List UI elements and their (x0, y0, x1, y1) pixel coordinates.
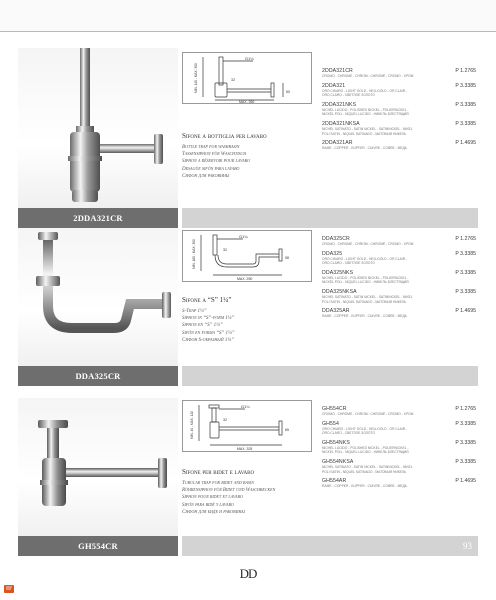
product-photo-s-trap (18, 228, 178, 366)
dimension-label: MAX. 250 (237, 277, 253, 281)
product-code-list (322, 68, 476, 155)
product-code: GH554 (322, 420, 339, 427)
technical-drawing (182, 230, 312, 282)
dimension-label: 32 (223, 248, 227, 252)
product-code-entry (322, 236, 476, 247)
finish-text: POLI SATIN - NÍQUEL SATINADO - МАТОВЫЙ НИКЕЛЬ (322, 131, 407, 136)
spec-bar (182, 208, 478, 228)
product-code: DDA325AR (322, 308, 350, 315)
product-code-entry (322, 421, 476, 436)
description-line: Röhrensiphon für Bidet und Waschbecken (182, 488, 276, 494)
product-description (182, 468, 318, 516)
product-code: DDA325CR (322, 236, 350, 242)
product-code-entry (322, 289, 476, 304)
finish-text: NICKEL POLI - NÍQUEL LUCIDO - НИКЕЛЬ БЛЕСТЯЩИЙ (322, 450, 409, 455)
product-code-entry (322, 406, 476, 417)
finish-text: RAME - COPPER - KUPFER - CUIVRE - COBRE - МЕДЬ (322, 146, 407, 151)
description-title: Sifone a bottiglia per lavabo (182, 132, 267, 140)
product-code-entry (322, 68, 476, 79)
product-code-entry (322, 251, 476, 266)
price-code: P 3.3385 (455, 288, 476, 295)
finish-text: NICKEL POLI - NÍQUEL LUCIDO - НИКЕЛЬ БЛЕСТЯЩИЙ (322, 280, 409, 285)
product-code: GH554AR (322, 478, 347, 485)
product-code-entry (322, 121, 476, 136)
description-line: Сифон S-образный 1¼” (182, 337, 234, 343)
description-title: Sifone a “S” 1¼” (182, 296, 232, 304)
product-code: DDA325 (322, 250, 343, 257)
product-code: 2DDA321CR (322, 68, 353, 74)
price-code: P 3.3385 (455, 82, 476, 89)
price-code: P 3.3385 (455, 420, 476, 427)
dimension-label: MIN. 160 - MAX. 300 (192, 239, 196, 269)
dimension-label: MIN. 40 - MAX. 110 (190, 411, 194, 439)
product-code: 2DDA321AR (322, 140, 353, 147)
price-code: P 1.2765 (455, 406, 476, 412)
price-code: P 1.2765 (455, 68, 476, 74)
spec-bar (182, 366, 478, 386)
technical-drawing (182, 400, 312, 452)
price-code: P 1.4695 (455, 140, 476, 147)
finish-text: ORO CLARO - СВЕТЛОЕ ЗОЛОТО (322, 93, 375, 98)
product-code-entry (322, 308, 476, 319)
dimension-label: 58 (285, 256, 289, 260)
finish-text: NICHEL LUCIDO - POLISHED NICKEL - POLIERNICKEL - (322, 107, 409, 112)
product-code: GH554NKSA (322, 458, 354, 465)
finish-text: NICHEL LUCIDO - POLISHED NICKEL - POLIERNICKEL - (322, 275, 409, 280)
product-caption: 2DDA321CR (18, 208, 178, 228)
finish-text: CROMO - CHROME - CHROM - CHROMÉ - CROMO - ХРОМ (322, 412, 414, 416)
product-code-entry (322, 459, 476, 474)
finish-text: ORO CHIARO - LIGHT GOLD - HELLGOLD - OR CLAIR - (322, 256, 408, 261)
description-title: Sifone per bidet e lavabo (182, 468, 255, 476)
description-line: S-Trap 1¼” (182, 309, 207, 314)
product-code-entry (322, 102, 476, 117)
dimension-label: G1¼ (239, 234, 248, 239)
product-code-entry (322, 270, 476, 285)
description-line: Tassensiphon für Waschtisch (182, 152, 247, 158)
description-line: Siphon pour bidet et lavabo (182, 495, 243, 501)
description-line: Сифон для раковины (182, 173, 230, 179)
price-code: P 3.3385 (455, 101, 476, 108)
price-code: P 3.3385 (455, 120, 476, 127)
dimension-label: G1¼ (241, 404, 250, 409)
brand-logo: DD (239, 566, 257, 581)
finish-text: POLI SATIN - NÍQUEL SATINADO - МАТОВЫЙ НИКЕЛЬ (322, 469, 407, 474)
product-description (182, 296, 318, 344)
product-code-entry (322, 440, 476, 455)
dimension-label: MAX. 350 (239, 100, 255, 103)
finish-text: NICHEL LUCIDO - POLISHED NICKEL - POLIERNICKEL - (322, 445, 409, 450)
product-code: 2DDA321NKS (322, 101, 357, 108)
product-photo-bidet-trap (18, 398, 178, 536)
bookmark-icon[interactable] (2, 582, 16, 596)
finish-text: CROMO - CHROME - CHROM - CHROMÉ - CROMO - ХРОМ (322, 242, 414, 246)
product-code-list (322, 236, 476, 323)
finish-text: ORO CHIARO - LIGHT GOLD - HELLGOLD - OR CLAIR - (322, 426, 408, 431)
product-code-entry (322, 140, 476, 151)
price-code: P 1.4695 (455, 308, 476, 315)
finish-text: NICKEL POLI - NÍQUEL LUCIDO - НИКЕЛЬ БЛЕСТЯЩИЙ (322, 112, 409, 117)
product-photo-bottle-trap (18, 48, 178, 208)
price-code: P 1.2765 (455, 236, 476, 242)
dimension-label: 32 (231, 78, 235, 82)
description-line: Siphon en “S” 1¼” (182, 323, 223, 329)
description-line: Siphon a réservoir pour lavabo (182, 159, 250, 165)
product-code: 2DDA321NKSA (322, 120, 360, 127)
description-line: Bottle trap for washbasin (182, 145, 240, 150)
finish-text: POLI SATIN - NÍQUEL SATINADO - МАТОВЫЙ НИКЕЛЬ (322, 299, 407, 304)
price-code: P 3.3385 (455, 439, 476, 446)
price-code: P 3.3385 (455, 269, 476, 276)
dimension-label: 50 (286, 90, 290, 94)
top-band (0, 0, 496, 32)
spec-bar (182, 536, 478, 556)
finish-text: RAME - COPPER - KUPFER - CUIVRE - COBRE - МЕДЬ (322, 314, 407, 319)
dimension-label: MAX. 325 (237, 447, 253, 451)
finish-text: CROMO - CHROME - CHROM - CHROMÉ - CROMO - ХРОМ (322, 74, 414, 78)
finish-text: ORO CLARO - СВЕТЛОЕ ЗОЛОТО (322, 431, 375, 436)
product-caption: DDA325CR (18, 366, 178, 386)
price-code: P 3.3385 (455, 250, 476, 257)
dimension-label: MIN. 140 - MAX. 300 (194, 63, 198, 93)
dimension-label: 32 (223, 418, 227, 422)
description-line: Siphon in “S”-form 1¼” (182, 316, 235, 322)
product-code: DDA325NKS (322, 269, 354, 276)
finish-text: NICHEL SATINATO - SATIN NICKEL - SATINNICKEL - NIKEL (322, 126, 413, 131)
description-line: Sifón en forma “S” 1¼” (182, 330, 235, 336)
page-number: 93 (463, 541, 472, 551)
technical-drawing (182, 52, 312, 104)
product-code: GH554NKS (322, 439, 350, 446)
product-code-list (322, 406, 476, 493)
finish-text: NICHEL SATINATO - SATIN NICKEL - SATINNICKEL - NIKEL (322, 464, 413, 469)
description-line: Desagüe sifón para lavabo (182, 166, 240, 172)
dimension-label: G1¼ (245, 56, 254, 61)
description-line: Sifón para bidé y lavabo (182, 502, 234, 508)
finish-text: ORO CHIARO - LIGHT GOLD - HELLGOLD - OR CLAIR - (322, 88, 408, 93)
finish-text: RAME - COPPER - KUPFER - CUIVRE - COBRE - МЕДЬ (322, 484, 407, 489)
product-caption: GH554CR (18, 536, 178, 556)
product-code: DDA325NKSA (322, 288, 357, 295)
finish-text: NICHEL SATINATO - SATIN NICKEL - SATINNICKEL - NIKEL (322, 294, 413, 299)
price-code: P 1.4695 (455, 478, 476, 485)
finish-text: ORO CLARO - СВЕТЛОЕ ЗОЛОТО (322, 261, 375, 266)
product-code: GH554CR (322, 406, 347, 412)
description-line: Сифон для биде и раковины (182, 509, 245, 515)
dimension-label: 65 (285, 428, 289, 432)
product-code: 2DDA321 (322, 82, 346, 89)
product-code-entry (322, 478, 476, 489)
product-code-entry (322, 83, 476, 98)
description-line: Tubular trap for bidet and basin (182, 481, 254, 486)
price-code: P 3.3385 (455, 458, 476, 465)
product-description (182, 132, 318, 180)
